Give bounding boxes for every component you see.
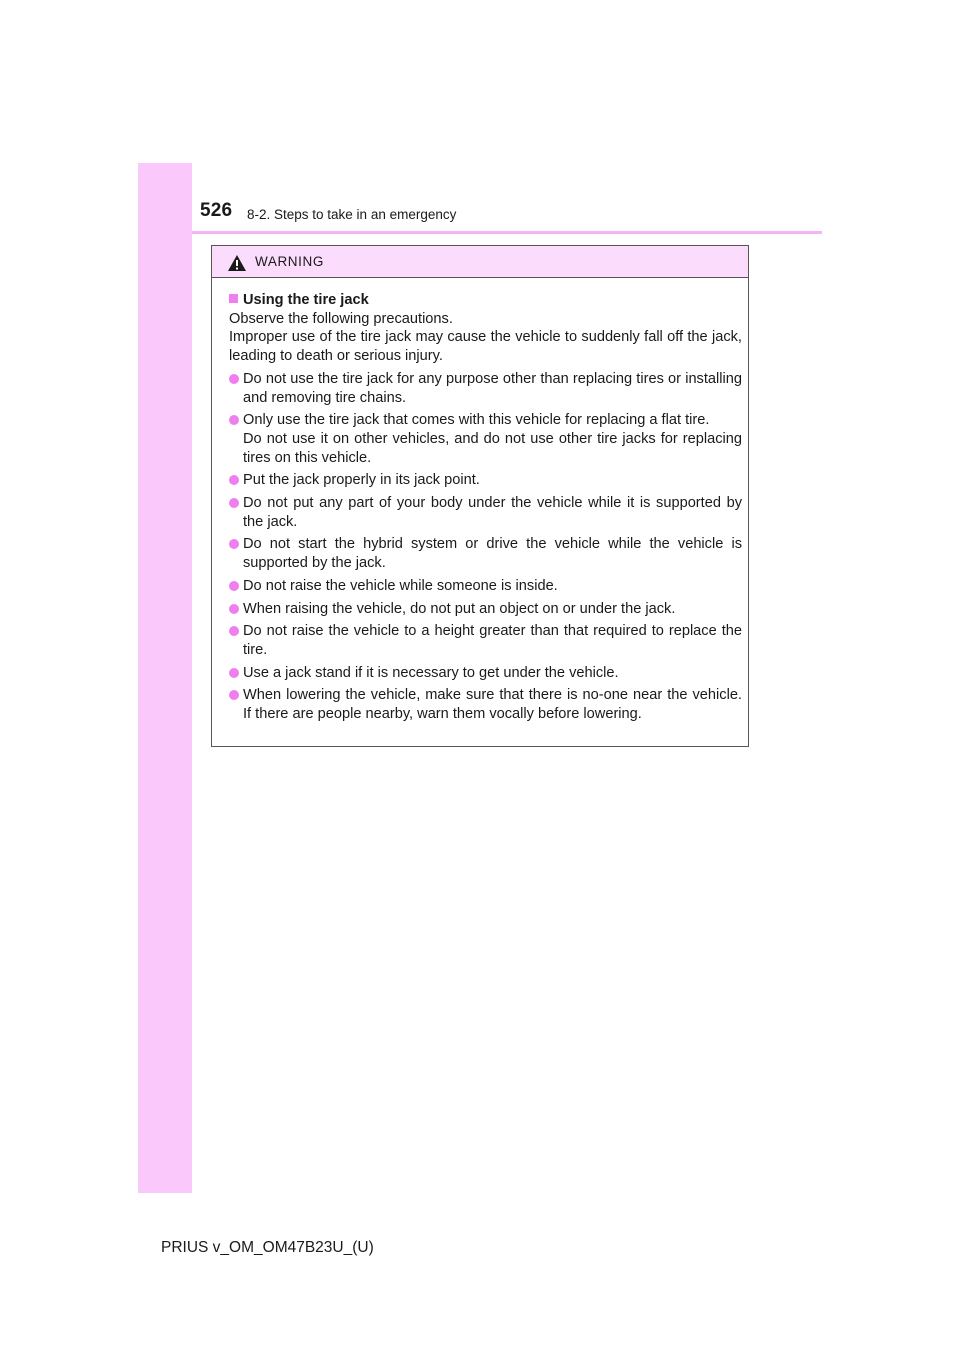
precaution-text: When raising the vehicle, do not put an object on or under the jack. (243, 600, 676, 617)
page-number: 526 (200, 200, 233, 221)
precaution-item (229, 411, 742, 467)
precaution-text: Do not raise the vehicle to a height greater than that required to replace the tire. (243, 623, 742, 658)
precaution-item (229, 664, 742, 683)
intro-line: Improper use of the tire jack may cause the vehicle to suddenly fall off the jack, leading to death or serious injury. (229, 329, 742, 365)
side-tab-band (138, 163, 192, 1193)
round-bullet-icon (229, 475, 239, 485)
round-bullet-icon (229, 539, 239, 549)
warning-label: WARNING (255, 254, 324, 269)
warning-triangle-icon (227, 254, 247, 272)
round-bullet-icon (229, 668, 239, 678)
precaution-text: Put the jack properly in its jack point. (243, 472, 480, 489)
round-bullet-icon (229, 498, 239, 508)
precaution-item (229, 494, 742, 531)
intro-line: Observe the following precautions. (229, 310, 453, 327)
warning-intro (229, 310, 742, 366)
warning-box (211, 245, 749, 747)
warning-subheading-text: Using the tire jack (243, 292, 369, 308)
precaution-text: Use a jack stand if it is necessary to get under the vehicle. (243, 664, 619, 681)
precaution-text: Do not start the hybrid system or drive the vehicle while the vehicle is supported by the jack. (243, 536, 742, 572)
precaution-item (229, 535, 742, 572)
precaution-text: Do not use it on other vehicles, and do not use other tire jacks for replacing tires on this vehicle. (243, 430, 742, 466)
precaution-item (229, 600, 742, 619)
precaution-text: Do not raise the vehicle while someone is inside. (243, 577, 558, 594)
round-bullet-icon (229, 581, 239, 591)
section-title: 8-2. Steps to take in an emergency (247, 207, 457, 222)
precaution-text: When lowering the vehicle, make sure that there is no-one near the vehicle. If there are people nearby, warn them vocally before lowering. (243, 687, 742, 723)
precaution-text: Only use the tire jack that comes with this vehicle for replacing a flat tire. (243, 412, 710, 429)
precaution-list (229, 370, 742, 724)
precaution-item (229, 370, 742, 407)
precaution-item (229, 622, 742, 659)
precaution-text: Do not put any part of your body under the vehicle while it is supported by the jack. (243, 495, 742, 530)
precaution-item (229, 686, 742, 723)
precaution-text: Do not use the tire jack for any purpose other than replacing tires or installing and removing tire chains. (243, 370, 742, 406)
round-bullet-icon (229, 374, 239, 384)
warning-header (212, 246, 748, 278)
square-bullet-icon (229, 294, 238, 303)
warning-subheading (229, 291, 742, 310)
round-bullet-icon (229, 604, 239, 614)
round-bullet-icon (229, 626, 239, 636)
precaution-item (229, 577, 742, 596)
round-bullet-icon (229, 690, 239, 700)
footer-model-code: PRIUS v_OM_OM47B23U_(U) (161, 1239, 374, 1256)
header-rule (192, 231, 822, 234)
round-bullet-icon (229, 415, 239, 425)
warning-body (212, 278, 748, 724)
precaution-item (229, 471, 742, 490)
